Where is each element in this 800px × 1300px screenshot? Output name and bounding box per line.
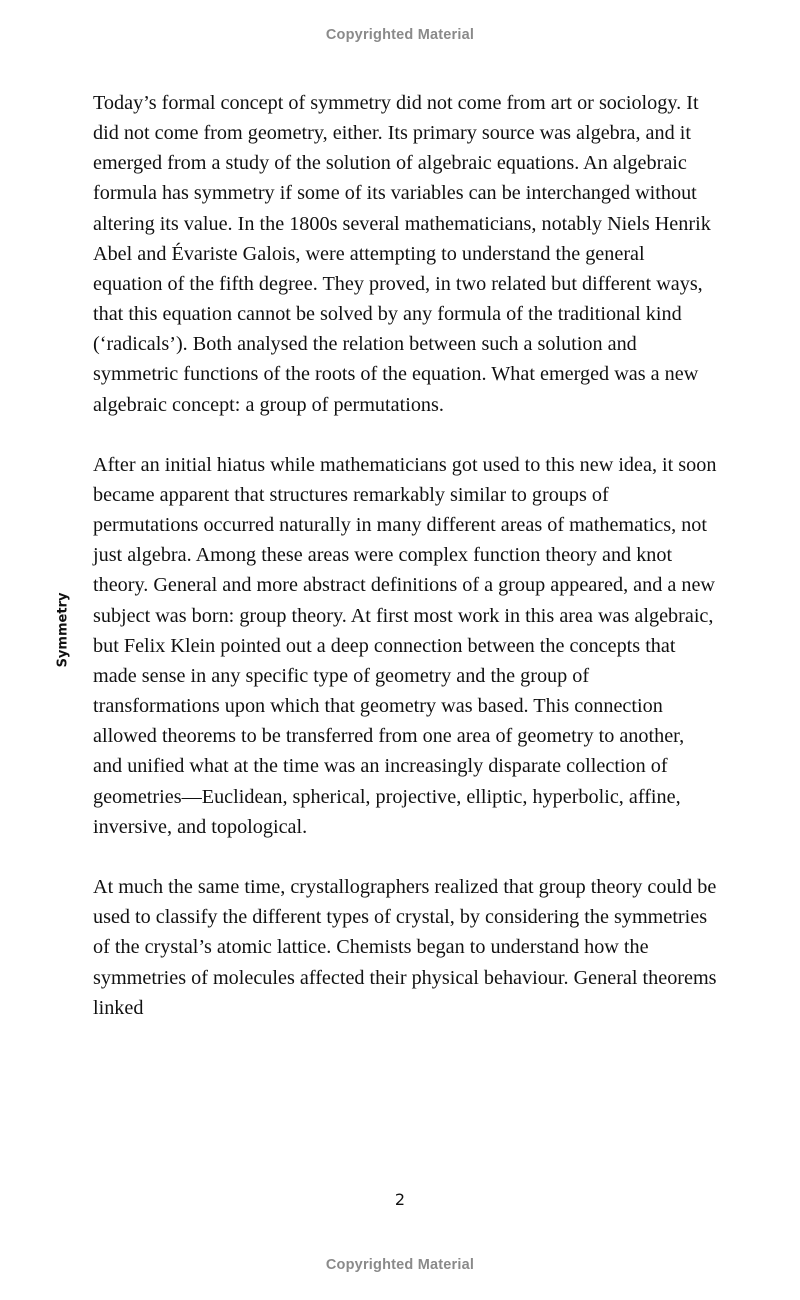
page-number: 2 <box>394 1190 406 1209</box>
paragraph-3: At much the same time, crystallographers realized that group theory could be used to classify the different types of crystal, by considering the symmetries of the crystal’s atomic lattice. Chemists began to understand how the symmetries of molecules affected their physical behaviour. General theorems linked <box>93 876 717 1019</box>
paragraph-1: Today’s formal concept of symmetry did not come from art or sociology. It did not come from geometry, either. Its primary source was algebra, and it emerged from a study of the solution of algebraic equations. An algebraic formula has symmetry if some of its variables can be interchanged without altering its value. In the 1800s several mathematicians, notably Niels Henrik Abel and Évariste Galois, were attempting to understand the general equation of the fifth degree. They proved, in two related but different ways, that this equation cannot be solved by any formula of the traditional kind (‘radicals’). Both analysed the relation between such a solution and symmetric functions of the roots of the equation. What emerged was a new algebraic concept: a group of permutations. <box>93 92 711 416</box>
copyright-watermark-top: Copyrighted Material <box>325 27 475 43</box>
running-head-chapter-title: Symmetry <box>55 592 71 668</box>
paragraph-2: After an initial hiatus while mathematicians got used to this new idea, it soon became apparent that structures remarkably similar to groups of permutations occurred naturally in many different areas of mathematics, not just algebra. Among these areas were complex function theory and knot theory. General and more abstract definitions of a group appeared, and a new subject was born: group theory. At first most work in this area was algebraic, but Felix Klein pointed out a deep connection between the concepts that made sense in any specific type of geometry and the group of transformations upon which that geometry was based. This connection allowed theorems to be transferred from one area of geometry to another, and unified what at the time was an increasingly disparate collection of geometries—Euclidean, spherical, projective, elliptic, hyperbolic, affine, inversive, and topological. <box>93 453 717 838</box>
copyright-watermark-bottom: Copyrighted Material <box>325 1257 475 1273</box>
body-text <box>93 88 717 1023</box>
